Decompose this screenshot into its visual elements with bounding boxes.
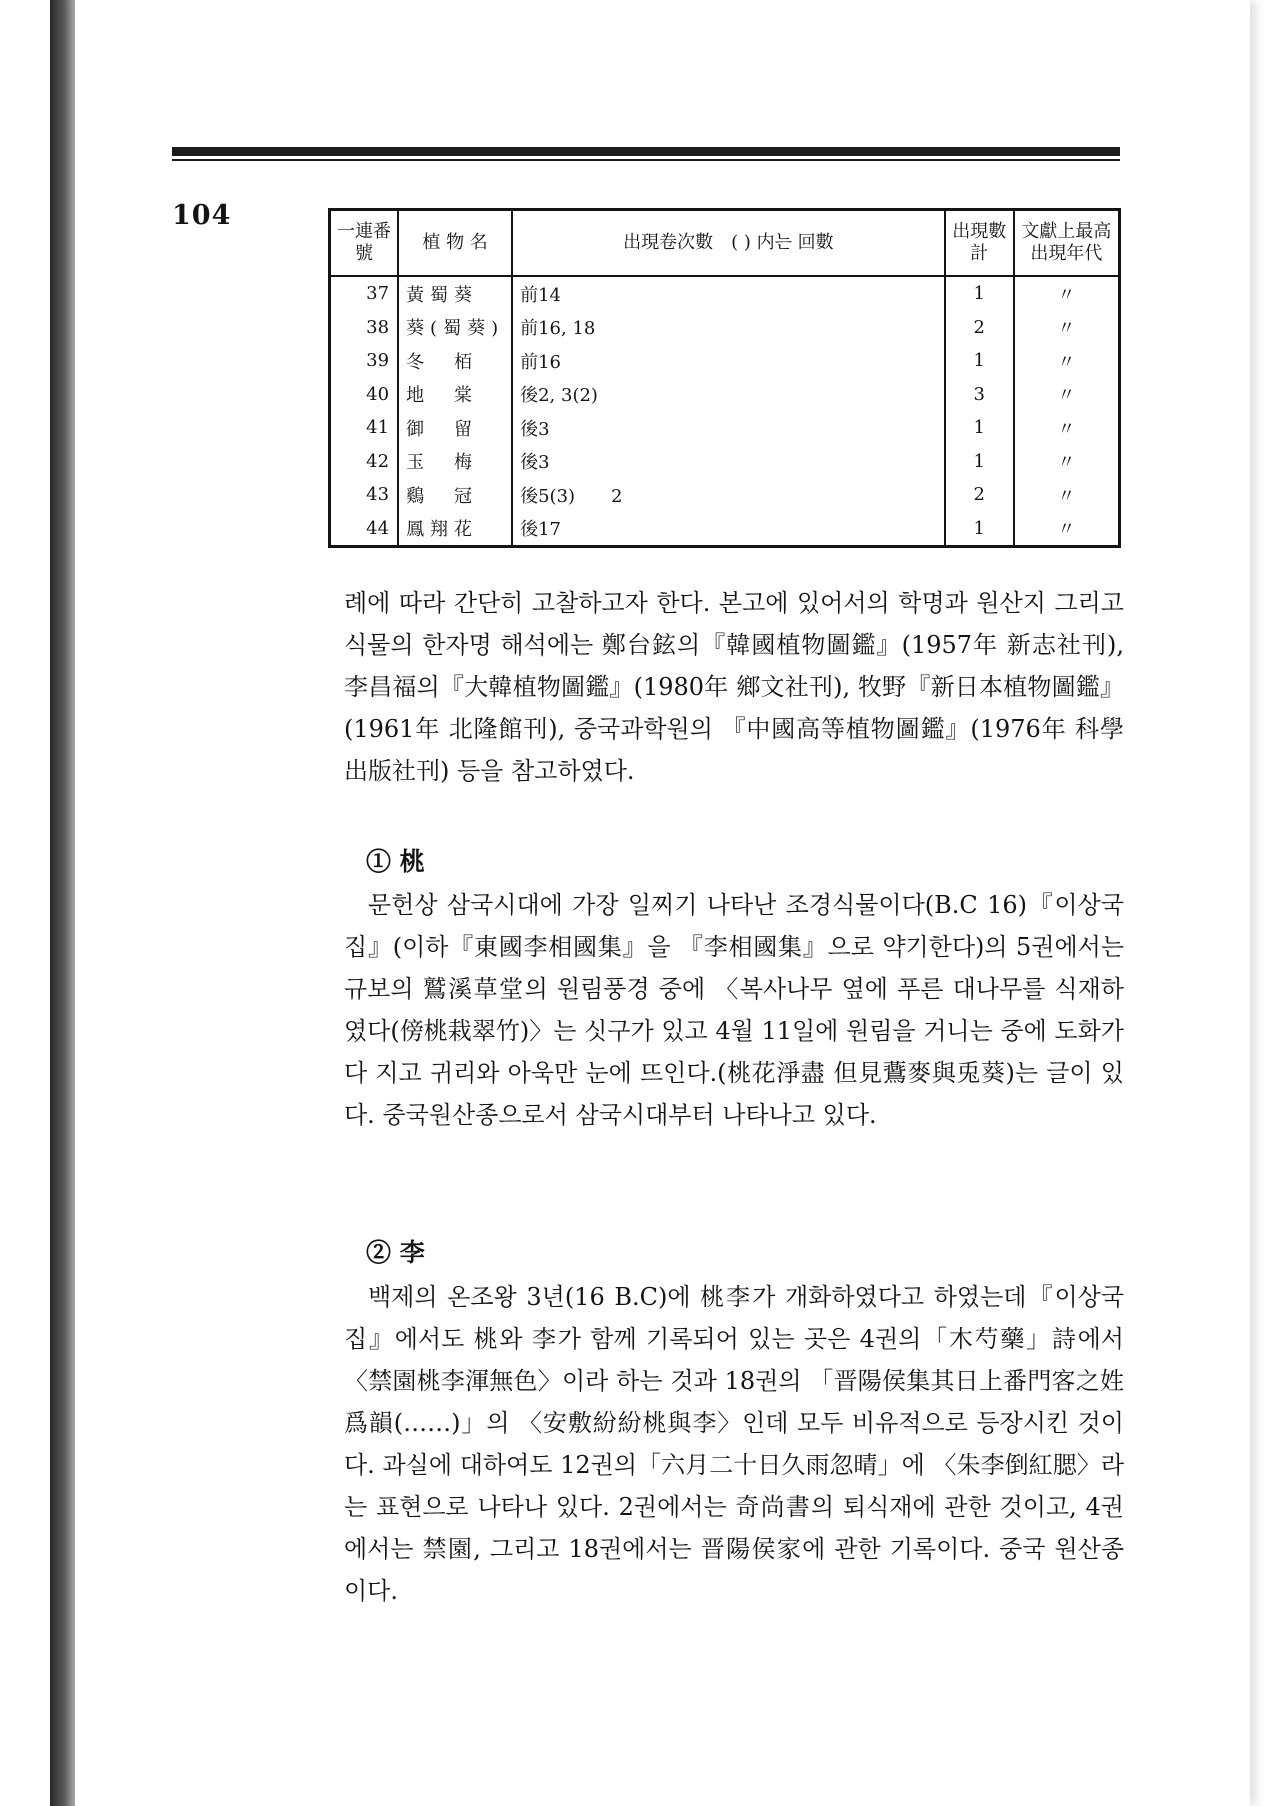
cell-era: 〃: [1014, 445, 1120, 479]
cell-count: 3: [945, 378, 1014, 412]
table-row: [330, 478, 1120, 512]
table-row: [330, 445, 1120, 479]
header-no: 一連番號: [330, 210, 399, 277]
cell-appearance: 前16, 18: [512, 311, 945, 345]
header-name: 植 物 名: [398, 210, 512, 277]
cell-appearance: 前16: [512, 344, 945, 378]
cell-count: 1: [945, 512, 1014, 547]
cell-appearance: 後5(3) 2: [512, 478, 945, 512]
cell-name: 玉 梅: [398, 445, 512, 479]
cell-era: 〃: [1014, 344, 1120, 378]
header-count: 出現數計: [945, 210, 1014, 277]
plant-table: [328, 208, 1121, 548]
cell-count: 1: [945, 276, 1014, 311]
cell-name: 鷄 冠: [398, 478, 512, 512]
table-row: [330, 311, 1120, 345]
table-row: [330, 378, 1120, 412]
cell-count: 2: [945, 311, 1014, 345]
cell-era: 〃: [1014, 411, 1120, 445]
table-row: [330, 344, 1120, 378]
header-rule: [172, 147, 1120, 156]
cell-no: 39: [366, 350, 390, 372]
cell-count: 1: [945, 445, 1014, 479]
cell-name: 地 棠: [398, 378, 512, 412]
cell-name: 黃蜀葵: [398, 276, 512, 311]
table-row: [330, 276, 1120, 311]
header-appearance: 出現卷次數 ( ) 内는 回數: [512, 210, 945, 277]
cell-name: 鳳翔花: [398, 512, 512, 547]
header-rule-thin: [172, 159, 1120, 161]
cell-no: 37: [366, 283, 390, 305]
table-header-row: [330, 210, 1120, 277]
cell-name: 葵(蜀葵): [398, 311, 512, 345]
section-peach-text: 문헌상 삼국시대에 가장 일찌기 나타난 조경식물이다(B.C 16)『이상국집』(이하『東國李相國集』을 『李相國集』으로 약기한다)의 5권에서는 규보의 鷲溪草堂의 원림풍경 중에 〈복사나무 옆에 푸른 대나무를 식재하였다(傍桃栽翠竹)〉는 싯구가 있고 4월 11일에 원림을 거니는 중에 도화가 다 지고 귀리와 아욱만 눈에 뜨인다.(桃花淨盡 但見鷰麥與兎葵)는 글이 있다. 중국원산종으로서 삼국시대부터 나타나고 있다.: [344, 891, 1124, 1129]
cell-name: 御 留: [398, 411, 512, 445]
cell-era: 〃: [1014, 478, 1120, 512]
cell-no: 41: [366, 417, 390, 439]
cell-name: 冬 栢: [398, 344, 512, 378]
cell-era: 〃: [1014, 378, 1120, 412]
cell-era: 〃: [1014, 276, 1120, 311]
table-row: [330, 411, 1120, 445]
cell-appearance: 後2, 3(2): [512, 378, 945, 412]
cell-appearance: 前14: [512, 276, 945, 311]
cell-count: 1: [945, 344, 1014, 378]
section-heading-peach: ① 桃: [366, 847, 425, 876]
table-row: [330, 512, 1120, 547]
cell-no: 44: [366, 517, 390, 539]
section-heading-plum: ② 李: [366, 1238, 425, 1267]
cell-no: 43: [366, 484, 390, 506]
cell-count: 2: [945, 478, 1014, 512]
intro-paragraph: [344, 582, 1124, 792]
section-plum-body: [344, 1276, 1124, 1612]
section-peach-body: [344, 884, 1124, 1136]
cell-no: 40: [366, 383, 390, 405]
cell-appearance: 後3: [512, 411, 945, 445]
cell-appearance: 後3: [512, 445, 945, 479]
intro-text: 례에 따라 간단히 고찰하고자 한다. 본고에 있어서의 학명과 원산지 그리고 식물의 한자명 해석에는 鄭台鉉의『韓國植物圖鑑』(1957年 新志社刊), 李昌福의『大韓植物圖鑑』(1980年 鄉文社刊), 牧野『新日本植物圖鑑』(1961年 北隆館刊), 중국과학원의 『中國高等植物圖鑑』(1976年 科學出版社刊) 등을 참고하였다.: [344, 589, 1124, 785]
header-era: 文獻上最高出現年代: [1014, 210, 1120, 277]
page-number: 104: [172, 200, 232, 231]
cell-no: 42: [366, 450, 390, 472]
section-plum-text: 백제의 온조왕 3년(16 B.C)에 桃李가 개화하였다고 하였는데『이상국집』에서도 桃와 李가 함께 기록되어 있는 곳은 4권의「木芍藥」詩에서 〈禁園桃李渾無色〉이라 하는 것과 18권의 「晋陽侯集其日上番門客之姓 爲韻(……)」의 〈安敷紛紛桃與李〉인데 모두 비유적으로 등장시킨 것이다. 과실에 대하여도 12권의「六月二十日久雨忽晴」에 〈朱李倒紅腮〉라는 표현으로 나타나 있다. 2권에서는 奇尚書의 퇴식재에 관한 것이고, 4권에서는 禁園, 그리고 18권에서는 晋陽侯家에 관한 기록이다. 중국 원산종이다.: [344, 1283, 1124, 1605]
cell-appearance: 後17: [512, 512, 945, 547]
cell-no: 38: [366, 316, 390, 338]
cell-era: 〃: [1014, 311, 1120, 345]
cell-era: 〃: [1014, 512, 1120, 547]
cell-count: 1: [945, 411, 1014, 445]
